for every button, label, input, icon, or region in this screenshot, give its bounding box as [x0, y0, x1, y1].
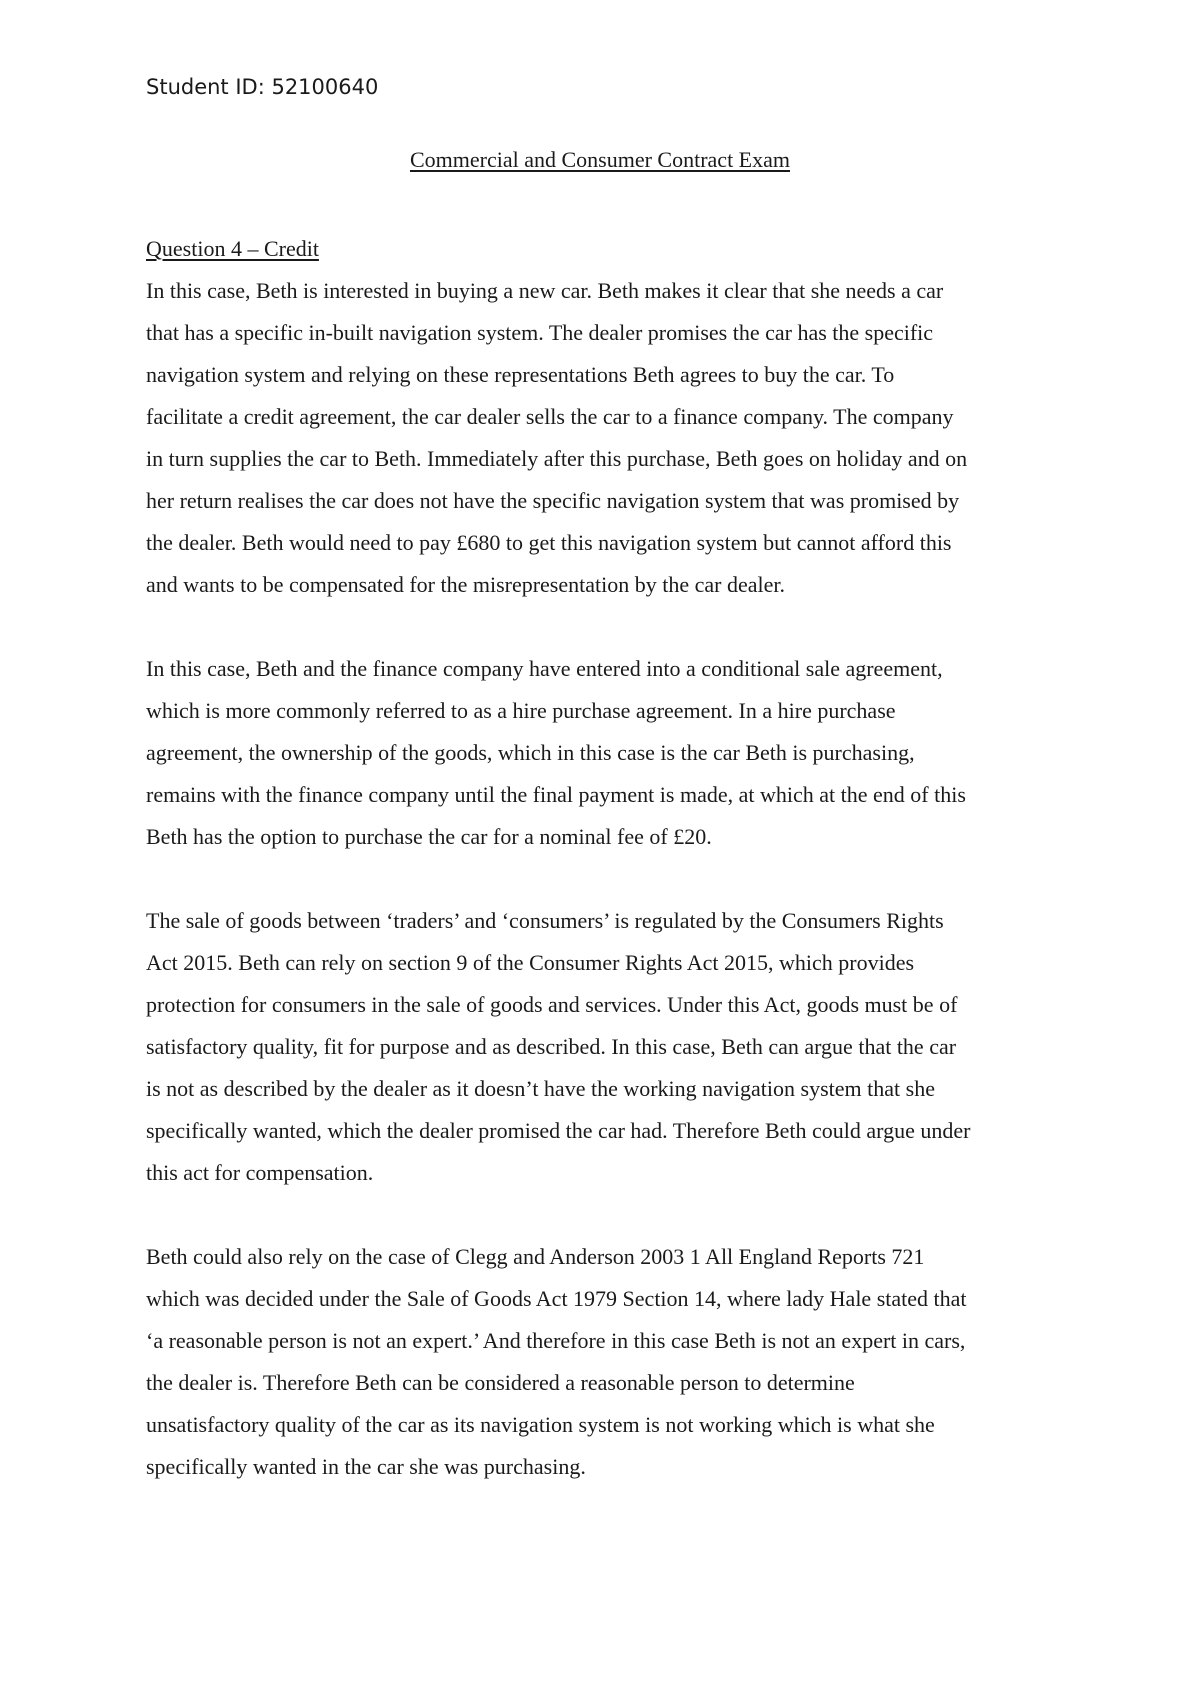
- text-line: which was decided under the Sale of Goods Act 1979 Section 14, where lady Hale stated that: [146, 1286, 967, 1311]
- paragraph-gap: [146, 606, 1076, 648]
- text-line: In this case, Beth is interested in buying a new car. Beth makes it clear that she needs a car: [146, 278, 944, 303]
- text-line: which is more commonly referred to as a hire purchase agreement. In a hire purchase: [146, 698, 896, 723]
- text-line: that has a specific in-built navigation system. The dealer promises the car has the specific: [146, 320, 934, 345]
- text-line: and wants to be compensated for the misrepresentation by the car dealer.: [146, 572, 785, 597]
- question-heading: Question 4 – Credit: [146, 236, 319, 261]
- text-line: In this case, Beth and the finance company have entered into a conditional sale agreement,: [146, 656, 943, 681]
- paragraph-gap: [146, 1194, 1076, 1236]
- text-line: this act for compensation.: [146, 1160, 374, 1185]
- text-line: her return realises the car does not have the specific navigation system that was promised by: [146, 488, 960, 513]
- document-body: [146, 228, 1076, 1488]
- text-line: the dealer is. Therefore Beth can be considered a reasonable person to determine: [146, 1370, 855, 1395]
- student-id-label: Student ID: 52100640: [146, 75, 379, 99]
- document-title: Commercial and Consumer Contract Exam: [409, 147, 790, 172]
- text-line: satisfactory quality, fit for purpose and as described. In this case, Beth can argue that the car: [146, 1034, 957, 1059]
- text-line: Beth has the option to purchase the car for a nominal fee of £20.: [146, 824, 712, 849]
- text-line: ‘a reasonable person is not an expert.’ And therefore in this case Beth is not an expert in cars,: [146, 1328, 966, 1353]
- text-line: The sale of goods between ‘traders’ and ‘consumers’ is regulated by the Consumers Rights: [146, 908, 944, 933]
- text-line: agreement, the ownership of the goods, which in this case is the car Beth is purchasing,: [146, 740, 915, 765]
- text-line: navigation system and relying on these representations Beth agrees to buy the car. To: [146, 362, 895, 387]
- text-line: protection for consumers in the sale of goods and services. Under this Act, goods must be of: [146, 992, 958, 1017]
- text-line: remains with the finance company until the final payment is made, at which at the end of this: [146, 782, 966, 807]
- text-line: in turn supplies the car to Beth. Immediately after this purchase, Beth goes on holiday and on: [146, 446, 968, 471]
- text-line: the dealer. Beth would need to pay £680 to get this navigation system but cannot afford this: [146, 530, 952, 555]
- text-line: is not as described by the dealer as it doesn’t have the working navigation system that she: [146, 1076, 935, 1101]
- text-line: unsatisfactory quality of the car as its navigation system is not working which is what she: [146, 1412, 935, 1437]
- text-line: facilitate a credit agreement, the car dealer sells the car to a finance company. The company: [146, 404, 954, 429]
- text-line: Beth could also rely on the case of Clegg and Anderson 2003 1 All England Reports 721: [146, 1244, 925, 1269]
- text-line: Act 2015. Beth can rely on section 9 of the Consumer Rights Act 2015, which provides: [146, 950, 915, 975]
- text-line: specifically wanted in the car she was purchasing.: [146, 1454, 586, 1479]
- paragraph-case-law: [146, 1236, 1076, 1488]
- paragraph-hire-purchase: [146, 648, 1076, 858]
- text-line: specifically wanted, which the dealer promised the car had. Therefore Beth could argue under: [146, 1118, 971, 1143]
- paragraph-facts: [146, 270, 1076, 606]
- paragraph-gap: [146, 858, 1076, 900]
- paragraph-consumer-rights-act: [146, 900, 1076, 1194]
